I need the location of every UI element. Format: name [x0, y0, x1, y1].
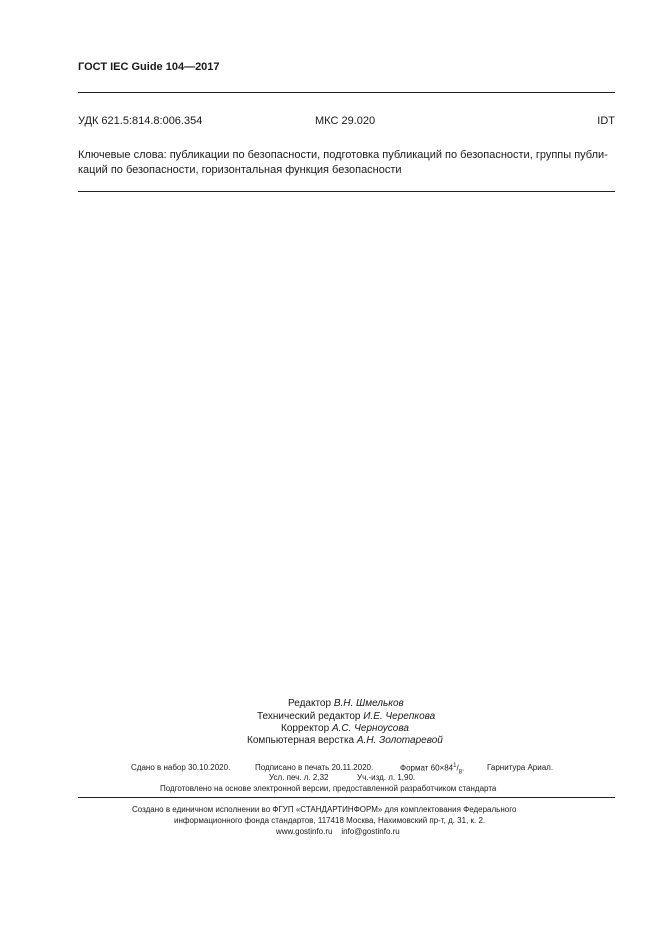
tech-editor-label: Технический редактор	[257, 711, 361, 722]
mks-code: МКС 29.020	[315, 115, 376, 127]
footer-line-1: Создано в единичном исполнении во ФГУП «СТАНДАРТИНФОРМ» для комплектования Федерального	[132, 805, 517, 814]
document-title: ГОСТ IEC Guide 104—2017	[78, 61, 220, 73]
editor-label: Редактор	[288, 698, 332, 709]
idt-label: IDT	[597, 115, 615, 127]
corrector-label: Корректор	[281, 723, 330, 734]
submitted-date: Сдано в набор 30.10.2020.	[131, 763, 231, 772]
format-numerator: 1	[453, 763, 457, 769]
footer-line-2: информационного фонда стандартов, 117418 Москва, Нахимовский пр-т, д. 31, к. 2.	[174, 816, 486, 825]
website-link[interactable]: www.gostinfo.ru	[276, 827, 333, 836]
format-prefix: Формат 60×84	[400, 763, 454, 773]
format-denominator: 8	[458, 769, 463, 776]
keywords-line-2: каций по безопасности, горизонтальная функция безопасности	[78, 163, 402, 176]
keywords-block	[78, 148, 615, 177]
print-sheets: Усл. печ. л. 2,32	[269, 773, 329, 782]
footer-contacts	[276, 827, 400, 836]
keywords-divider	[78, 191, 615, 192]
top-divider	[78, 92, 615, 93]
corrector-credit	[281, 723, 409, 734]
prepared-note: Подготовлено на основе электронной версии, предоставленной разработчиком стандарта	[160, 784, 497, 793]
publish-sheets: Уч.-изд. л. 1,90.	[357, 773, 416, 782]
keywords-line-1: Ключевые слова: публикации по безопасности, подготовка публикаций по безопасности, группы публи-	[78, 149, 608, 161]
layout-credit	[247, 735, 443, 746]
udk-code: УДК 621.5:814.8:006.354	[78, 115, 203, 127]
signed-date: Подписано в печать 20.11.2020.	[255, 763, 374, 772]
editor-credit	[288, 698, 404, 709]
layout-label: Компьютерная верстка	[247, 735, 355, 746]
editor-name: В.Н. Шмельков	[333, 698, 404, 709]
email-link[interactable]: info@gostinfo.ru	[341, 827, 400, 836]
layout-name: А.Н. Золотаревой	[356, 735, 443, 746]
footer-divider	[78, 797, 615, 798]
format-info: Формат $60\times 84^1/_8$.	[400, 763, 465, 776]
corrector-name: А.С. Черноусова	[331, 723, 409, 734]
font-info: Гарнитура Ариал.	[487, 763, 554, 772]
tech-editor-credit	[257, 711, 435, 722]
tech-editor-name: И.Е. Черепкова	[363, 711, 436, 722]
